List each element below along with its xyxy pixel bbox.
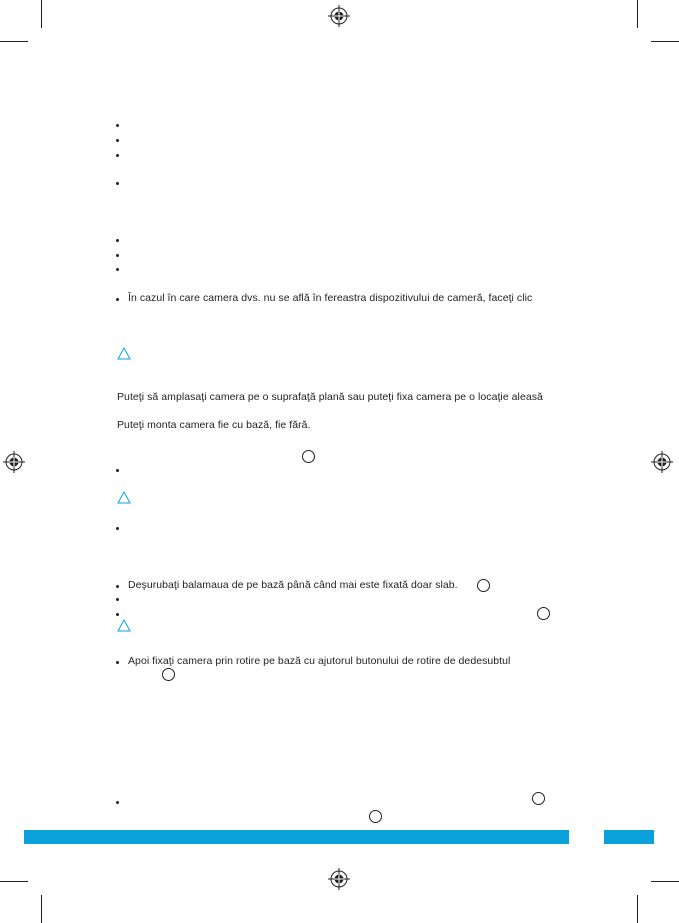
crop-mark-top-left-vertical [41,0,42,28]
crop-mark-top-left-horizontal [0,41,28,42]
callout-circle-icon [369,810,382,823]
instruction-line: Deşurubaţi balamaua de pe bază până când mai este fixată doar slab. [128,579,458,591]
list-bullet [116,124,119,127]
warning-triangle-icon [117,619,131,632]
list-bullet [116,801,119,804]
crop-mark-bottom-right-vertical [637,895,638,923]
paragraph-line: Puteţi să amplasaţi camera pe o suprafaţă plană sau puteţi fixa camera pe o locaţie aleasă [117,391,543,403]
crop-mark-bottom-right-horizontal [651,881,679,882]
footer-page-tab [604,830,654,844]
registration-mark-icon [328,868,350,890]
paragraph-line: Puteţi monta camera fie cu bază, fie fără. [117,419,311,431]
callout-circle-icon [537,607,550,620]
list-bullet [116,527,119,530]
crop-mark-top-right-horizontal [651,41,679,42]
warning-triangle-icon [117,347,131,360]
list-bullet [116,139,119,142]
list-bullet [116,254,119,257]
callout-circle-icon [162,668,175,681]
warning-triangle-icon [117,491,131,504]
crop-mark-top-right-vertical [637,0,638,28]
registration-mark-icon [328,5,350,27]
list-bullet [116,661,119,664]
crop-mark-bottom-left-vertical [41,895,42,923]
list-bullet [116,598,119,601]
list-bullet [116,182,119,185]
list-bullet [116,298,119,301]
instruction-line: În cazul în care camera dvs. nu se află în fereastra dispozitivului de cameră, faceţi clic [128,292,533,304]
callout-circle-icon [532,792,545,805]
list-bullet [116,613,119,616]
instruction-line: Apoi fixaţi camera prin rotire pe bază cu ajutorul butonului de rotire de dedesubtul [128,655,511,667]
callout-circle-icon [477,579,490,592]
list-bullet [116,585,119,588]
callout-circle-icon [302,450,315,463]
list-bullet [116,154,119,157]
list-bullet [116,268,119,271]
registration-mark-icon [651,451,673,473]
list-bullet [116,469,119,472]
registration-mark-icon [3,451,25,473]
crop-mark-bottom-left-horizontal [0,881,28,882]
footer-bar [24,830,569,844]
list-bullet [116,239,119,242]
